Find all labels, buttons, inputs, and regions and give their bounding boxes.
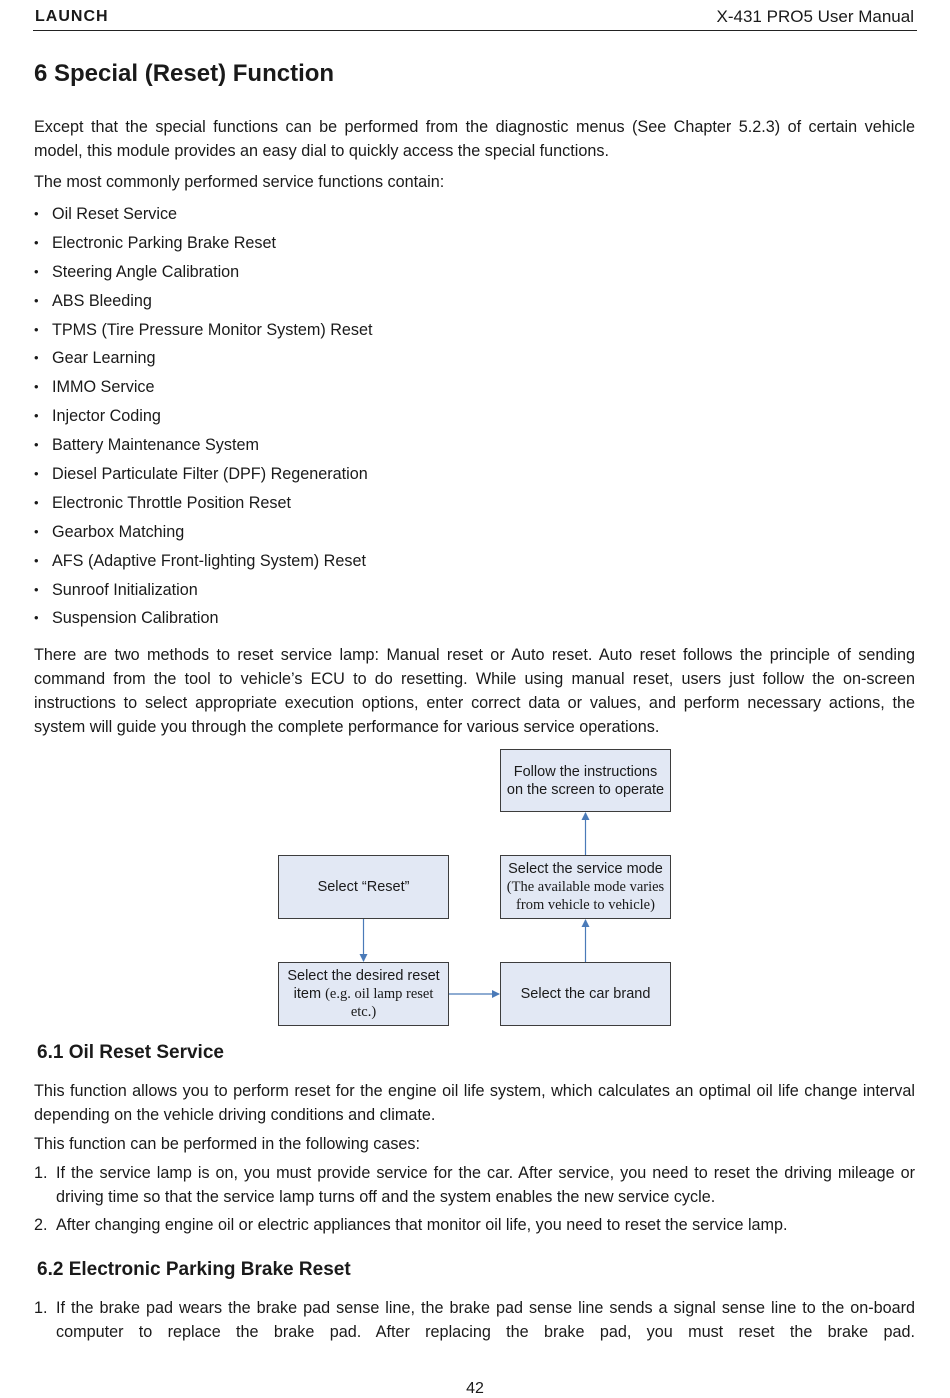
functions-lead: The most commonly performed service functions contain: xyxy=(34,173,445,191)
header-doc-title: X-431 PRO5 User Manual xyxy=(716,7,914,26)
bullet-icon: • xyxy=(34,581,39,597)
bullet-icon: • xyxy=(34,234,39,250)
list-item: • AFS (Adaptive Front-lighting System) Reset xyxy=(34,547,373,576)
bullet-icon: • xyxy=(34,263,39,279)
oil-reset-cases-lead: This function can be performed in the following cases: xyxy=(34,1135,421,1153)
list-item: • Diesel Particulate Filter (DPF) Regeneration xyxy=(34,460,373,489)
epb-reset-title: 6.2 Electronic Parking Brake Reset xyxy=(37,1259,351,1280)
list-item: • Gearbox Matching xyxy=(34,518,373,547)
flow-box-desired-item: Select the desired reset item (e.g. oil lamp reset etc.) xyxy=(278,962,449,1026)
flow-box-select-reset: Select “Reset” xyxy=(278,855,449,919)
bullet-icon: • xyxy=(34,494,39,510)
list-item: • TPMS (Tire Pressure Monitor System) Reset xyxy=(34,316,373,345)
epb-reset-case-1: 1. If the brake pad wears the brake pad sense line, the brake pad sense line sends a signal sense line to the on-board computer to replace the brake pad. After replacing the brake pad, you must reset the brake pad. xyxy=(34,1299,915,1341)
oil-reset-case-1: 1. If the service lamp is on, you must provide service for the car. After service, you need to reset the driving mileage or driving time so that the service lamp turns off and the system enables the new service cycle. xyxy=(34,1164,915,1206)
page-number: 42 xyxy=(466,1380,484,1397)
bullet-icon: • xyxy=(34,206,39,221)
list-item: • ABS Bleeding xyxy=(34,287,373,316)
bullet-icon: • xyxy=(34,321,39,337)
bullet-icon: • xyxy=(34,437,39,453)
list-item: • IMMO Service xyxy=(34,373,373,402)
list-item: • Electronic Throttle Position Reset xyxy=(34,489,373,518)
list-item: • Battery Maintenance System xyxy=(34,431,373,460)
list-item: • Oil Reset Service xyxy=(34,200,373,229)
header-brand: LAUNCH xyxy=(35,8,109,25)
list-item: • Steering Angle Calibration xyxy=(34,258,373,287)
bullet-icon: • xyxy=(34,552,39,568)
flow-box-service-mode: Select the service mode (The available mode varies from vehicle to vehicle) xyxy=(500,855,671,919)
bullet-icon: • xyxy=(34,523,39,539)
methods-paragraph: There are two methods to reset service lamp: Manual reset or Auto reset. Auto reset follows the principle of sending command from the tool to vehicle’s ECU to do resetting. While using manual reset, users just follow the on-screen instructions to select appropriate execution options, enter correct data or values, and perform necessary actions, the system will guide you through the complete performance for various service operations. xyxy=(34,646,915,736)
oil-reset-para: This function allows you to perform reset for the engine oil life system, which calculates an optimal oil life change interval depending on the vehicle driving conditions and climate. xyxy=(34,1082,915,1124)
bullet-icon: • xyxy=(34,610,39,626)
flow-box-car-brand: Select the car brand xyxy=(500,962,671,1026)
bullet-icon: • xyxy=(34,292,39,308)
list-item: • Injector Coding xyxy=(34,402,373,431)
oil-reset-case-2: 2. After changing engine oil or electric appliances that monitor oil life, you need to reset the service lamp. xyxy=(34,1216,788,1234)
intro-paragraph: Except that the special functions can be performed from the diagnostic menus (See Chapter 5.2.3) of certain vehicle model, this module provides an easy dial to quickly access the special functions. xyxy=(34,118,915,160)
bullet-icon: • xyxy=(34,408,39,424)
list-item: • Suspension Calibration xyxy=(34,604,373,633)
oil-reset-title: 6.1 Oil Reset Service xyxy=(37,1042,224,1063)
section-title: 6 Special (Reset) Function xyxy=(34,60,335,87)
list-item: • Electronic Parking Brake Reset xyxy=(34,229,373,258)
list-item: • Gear Learning xyxy=(34,344,373,373)
bullet-icon: • xyxy=(34,350,39,366)
list-item: • Sunroof Initialization xyxy=(34,576,373,605)
flow-box-follow-instructions: Follow the instructions on the screen to operate xyxy=(500,749,671,812)
bullet-icon: • xyxy=(34,466,39,482)
bullet-icon: • xyxy=(34,379,39,395)
